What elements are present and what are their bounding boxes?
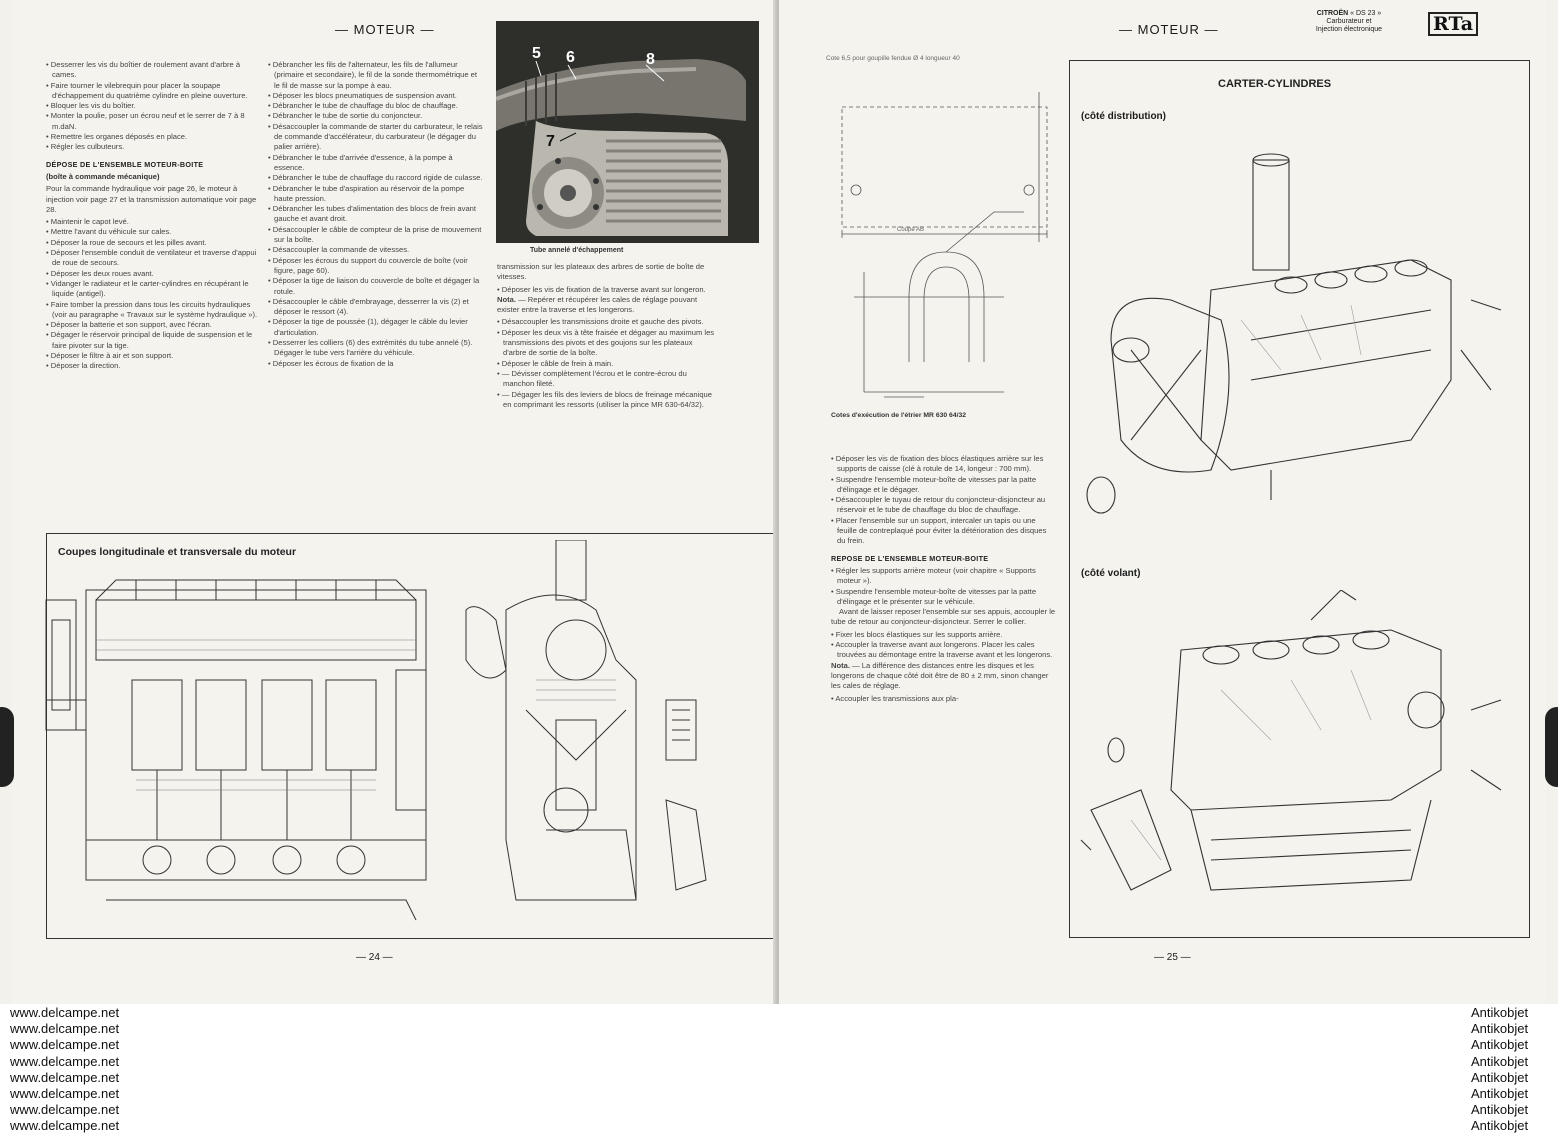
list-item: • Remettre les organes déposés en place.	[46, 132, 188, 142]
carter-sub-distribution: (côté distribution)	[1081, 111, 1166, 122]
column-2-bullet-list	[268, 60, 485, 369]
callout-6: 6	[566, 49, 575, 66]
list-item: • Débrancher le tube de chauffage du bloc de chauffage.	[268, 101, 458, 111]
right-paragraph: Avant de laisser reposer l'ensemble sur ses appuis, accoupler le tube de retour au conjoncteur-disjoncteur. Serrer le collier.	[831, 607, 1056, 627]
section-heading-repose: REPOSE DE L'ENSEMBLE MOTEUR-BOITE	[831, 553, 989, 563]
list-item: • Maintenir le capot levé.	[46, 217, 129, 227]
watermark-seller: Antikobjet	[1471, 1021, 1529, 1037]
list-item: • Déposer les deux vis à tête fraisée et dégager au maximum les transmissions des pivots et des goujons sur les plateaux d'arbre de sortie de la boîte.	[497, 327, 715, 358]
callout-8: 8	[646, 51, 655, 68]
exhaust-tube-photo	[496, 21, 759, 243]
watermark-url: www.delcampe.net	[10, 1053, 120, 1069]
list-item: • Désaccoupler le câble d'embrayage, desserrer la vis (2) et déposer le ressort (4).	[268, 296, 469, 317]
col3-nota: Nota. — Repérer et récupérer les cales de réglage pouvant exister entre la traverse et les longerons.	[497, 294, 698, 315]
watermark-seller: Antikobjet	[1471, 1086, 1529, 1102]
brand-block: CITROËN « DS 23 » Carburateur et Injection électronique	[1315, 10, 1383, 33]
coupe-ab-label: Coupe AB	[897, 227, 925, 233]
list-item: • Déposer le filtre à air et son support.	[46, 351, 174, 361]
list-item: • — Dégager les fils des leviers de blocs de freinage mécanique en comprimant les ressorts (utiliser la pince MR 630-64/32).	[497, 389, 712, 409]
binder-hole-right	[1545, 707, 1558, 787]
list-item: • Faire tourner le vilebrequin pour placer la soupape d'échappement du quatrième cylindre en pleine ouverture.	[46, 80, 248, 100]
column-3-bullet-list	[497, 317, 715, 410]
stirrup-caption: Cotes d'exécution de l'étrier MR 630 64/32	[831, 412, 967, 419]
watermark-seller: Antikobjet	[1471, 1005, 1529, 1020]
list-item: • Régler les culbuteurs.	[46, 142, 125, 152]
left-column-2	[268, 60, 485, 369]
list-item: • Suspendre l'ensemble moteur-boîte de vitesses par la patte d'élingage et le présenter sur le véhicule.	[831, 586, 1037, 606]
list-item: • Dégager le réservoir principal de liquide de suspension et le faire pivoter sur la tige.	[46, 330, 253, 350]
rta-logo: RTa	[1428, 12, 1478, 36]
right-nota: Nota. — La différence des distances entre les disques et les longerons de chaque côté doit être de 80 ± 2 mm, sinon changer les cales de réglage.	[831, 660, 1049, 691]
block-volant-drawing	[1071, 590, 1526, 930]
block-distribution-drawing	[1071, 140, 1526, 540]
watermark-seller: Antikobjet	[1471, 1102, 1529, 1118]
left-page	[12, 0, 777, 1004]
right-bullet-list-a	[831, 454, 1056, 547]
list-item: • Fixer les blocs élastiques sur les supports arrière.	[831, 629, 1003, 639]
right-last-bullet: • Accoupler les transmissions aux pla-	[831, 693, 959, 703]
list-item: • Déposer la roue de secours et les pilles avant.	[46, 237, 207, 247]
callout-7: 7	[546, 133, 555, 150]
right-running-header: — MOTEUR —	[1119, 22, 1219, 37]
list-item: • Faire tomber la pression dans tous les circuits hydrauliques (voir au paragraphe « Travaux sur le système hydraulique »).	[46, 299, 258, 319]
list-item: • Déposer le câble de frein à main.	[497, 358, 614, 368]
list-item: • Monter la poulie, poser un écrou neuf et le serrer de 7 à 8 m.daN.	[46, 111, 245, 131]
watermark-url: www.delcampe.net	[10, 1021, 120, 1037]
watermark-url: www.delcampe.net	[10, 1102, 120, 1118]
right-bullet-list-c	[831, 630, 1056, 661]
watermark-seller: Antikobjet	[1471, 1053, 1529, 1069]
list-item: • Accoupler la traverse avant aux longerons. Placer les cales trouvées au démontage entre la traverse avant et les longerons.	[831, 640, 1053, 660]
col3-paragraph: transmission sur les plateaux des arbres de sortie de boîte de vitesses.	[497, 262, 705, 282]
watermark-url: www.delcampe.net	[10, 1037, 120, 1053]
stirrup-drawing	[824, 62, 1064, 412]
list-item: • Régler les supports arrière moteur (voir chapitre « Supports moteur »).	[831, 565, 1036, 586]
list-item: • Desserrer les colliers (6) des extrémités du tube annelé (5). Dégager le tube vers l'arrière du véhicule.	[268, 338, 473, 358]
list-item: • Débrancher les fils de l'alternateur, les fils de l'allumeur (primaire et secondaire), le fil de la sonde thermométrique et le fil de masse sur la pompe à eau.	[268, 60, 478, 90]
list-item: • Déposer les vis de fixation des blocs élastiques arrière sur les supports de caisse (clé à rotule de 14, longeur : 700 mm).	[831, 454, 1044, 474]
right-page	[779, 0, 1546, 1004]
carter-figure-title: CARTER-CYLINDRES	[1218, 78, 1332, 90]
list-item: • Déposer les blocs pneumatiques de suspension avant.	[268, 90, 457, 100]
list-item: • Mettre l'avant du véhicule sur cales.	[46, 227, 172, 237]
engine-figure-title: Coupes longitudinale et transversale du moteur	[58, 546, 297, 558]
section-paragraph: Pour la commande hydraulique voir page 26, le moteur à injection voir page 27 et la transmission automatique voir page 28.	[46, 184, 257, 214]
right-text-column	[831, 454, 1056, 704]
list-item: • Placer l'ensemble sur un support, intercaler un tapis ou une feuille de contreplaqué pour éviter la détérioration des disques du frein.	[831, 515, 1047, 546]
left-column-3	[497, 262, 715, 410]
watermark-url: www.delcampe.net	[10, 1086, 120, 1102]
list-item: • Désaccoupler les transmissions droite et gauche des pivots.	[497, 317, 704, 327]
drawing-top-note: Cote 6,5 pour goupille fendue Ø 4 longueur 40	[826, 55, 960, 62]
left-column-1	[46, 60, 264, 372]
left-running-header: — MOTEUR —	[335, 22, 435, 37]
list-item: • Désaccoupler le tuyau de retour du conjoncteur-disjoncteur au réservoir et le tube de chauffage du bloc de chauffage.	[831, 495, 1046, 515]
carter-sub-volant: (côté volant)	[1081, 568, 1141, 579]
right-folio: — 25 —	[1154, 952, 1191, 963]
list-item: • — Dévisser complètement l'écrou et le contre-écrou du manchon fileté.	[497, 368, 687, 389]
list-item: • Suspendre l'ensemble moteur-boîte de vitesses par la patte d'élingage et le dégager.	[831, 474, 1037, 494]
watermark-right	[1471, 1005, 1528, 1135]
list-item: • Débrancher le tube d'arrivée d'essence, à la pompe à essence.	[268, 152, 453, 172]
list-item: • Désaccoupler le câble de compteur de la prise de mouvement sur la boîte.	[268, 224, 482, 245]
depose-bullet-list	[46, 217, 264, 371]
watermark-url: www.delcampe.net	[10, 1118, 120, 1134]
list-item: • Déposer l'ensemble conduit de ventilateur et traverse d'appui de roue de secours.	[46, 248, 257, 268]
watermark-left	[10, 1005, 119, 1135]
list-item: • Débrancher le tube de sortie du conjoncteur.	[268, 111, 423, 121]
list-item: • Déposer les écrous de fixation de la	[268, 358, 394, 368]
list-item: • Desserrer les vis du boîtier de roulement avant d'arbre à cames.	[46, 60, 241, 80]
list-item: • Déposer les deux roues avant.	[46, 268, 154, 278]
list-item: • Bloquer les vis du boîtier.	[46, 101, 136, 111]
list-item: • Débrancher le tube de chauffage du raccord rigide de culasse.	[268, 173, 483, 183]
list-item: • Déposer la batterie et son support, avec l'écran.	[46, 320, 212, 330]
photo-caption: Tube annelé d'échappement	[530, 247, 624, 254]
intro-bullet-list	[46, 60, 264, 153]
callout-5: 5	[532, 45, 541, 62]
watermark-url: www.delcampe.net	[10, 1069, 120, 1085]
left-folio: — 24 —	[356, 952, 393, 963]
right-bullet-list-b	[831, 566, 1056, 607]
list-item: • Désaccoupler la commande de starter du carburateur, le relais de commande d'accélérateur, du carburateur (le dégager du palier arrière).	[268, 121, 483, 152]
engine-cross-section-drawing	[36, 540, 776, 938]
list-item: • Déposer la direction.	[46, 361, 121, 371]
watermark-seller: Antikobjet	[1471, 1037, 1529, 1053]
list-item: • Débrancher le tube d'aspiration au réservoir de la pompe haute pression.	[268, 183, 465, 203]
list-item: • Débrancher les tubes d'alimentation des blocs de frein avant gauche et avant droit.	[268, 204, 477, 224]
watermark-seller: Antikobjet	[1471, 1118, 1529, 1134]
col3-bullet: • Déposer les vis de fixation de la traverse avant sur longeron.	[497, 284, 706, 294]
list-item: • Désaccoupler la commande de vitesses.	[268, 245, 410, 255]
list-item: • Vidanger le radiateur et le carter-cylindres en récupérant le liquide (antigel).	[46, 278, 249, 299]
binder-hole-left	[0, 707, 14, 787]
list-item: • Déposer la tige de liaison du couvercle de boîte et dégager la rotule.	[268, 276, 480, 296]
watermark-seller: Antikobjet	[1471, 1069, 1529, 1085]
section-heading-depose: DÉPOSE DE L'ENSEMBLE MOTEUR-BOITE	[46, 159, 204, 169]
list-item: • Déposer la tige de poussée (1), dégager le câble du levier d'articulation.	[268, 317, 468, 337]
section-subheading: (boîte à commande mécanique)	[46, 171, 160, 181]
list-item: • Déposer les écrous du support du couvercle de boîte (voir figure, page 60).	[268, 255, 468, 275]
watermark-url: www.delcampe.net	[10, 1005, 120, 1020]
